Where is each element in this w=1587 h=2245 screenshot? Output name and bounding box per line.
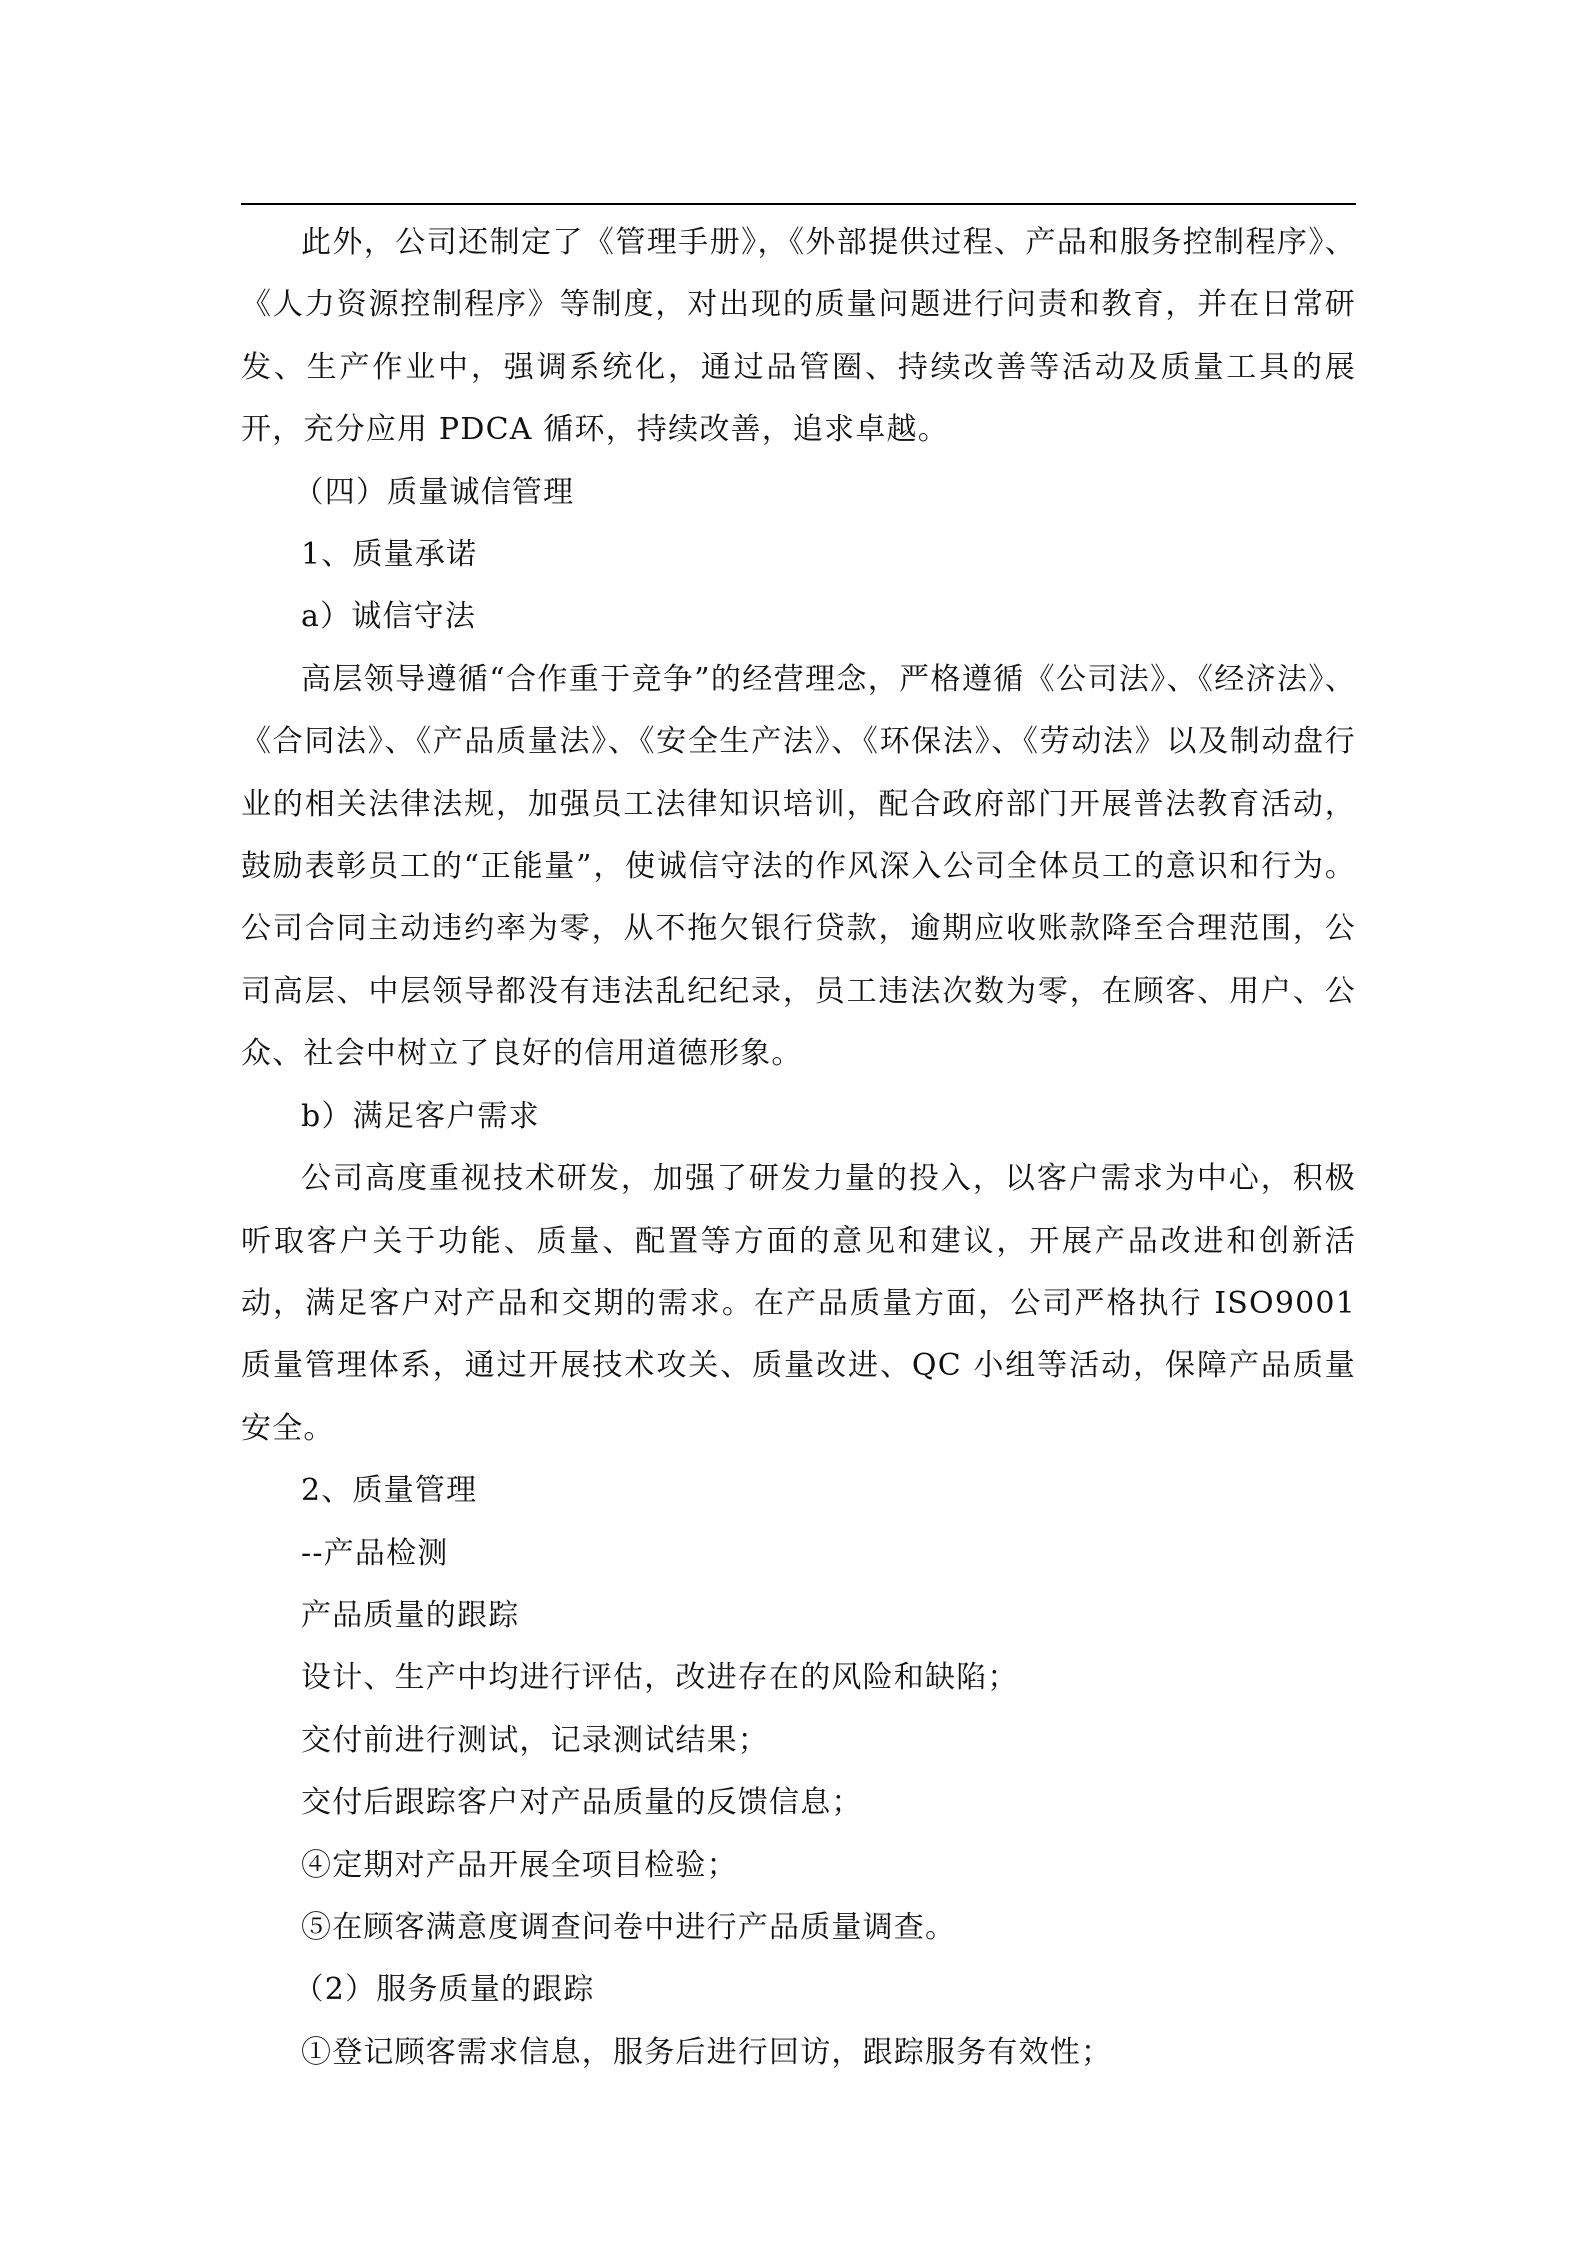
document-body bbox=[241, 212, 1356, 2084]
heading-quality-commitment: 1、质量承诺 bbox=[301, 537, 478, 573]
heading-product-testing: --产品检测 bbox=[301, 1535, 449, 1571]
paragraph-management-documents: 此外，公司还制定了《管理手册》，《外部提供过程、产品和服务控制程序》、《人力资源控制程序》等制度，对出现的质量问题进行问责和教育，并在日常研发、生产作业中，强调系统化，通过品管圈、持续改善等活动及质量工具的展开，充分应用 PDCA 循环，持续改善，追求卓越。 bbox=[241, 225, 1356, 448]
heading-quality-management: 2、质量管理 bbox=[301, 1473, 478, 1509]
list-item: 交付后跟踪客户对产品质量的反馈信息； bbox=[301, 1785, 863, 1821]
section-heading-quality-integrity: （四）质量诚信管理 bbox=[293, 474, 575, 510]
paragraph-integrity-law: 高层领导遵循“合作重于竞争”的经营理念，严格遵循《公司法》、《经济法》、《合同法》、《产品质量法》、《安全生产法》、《环保法》、《劳动法》以及制动盘行业的相关法律法规，加强员工法律知识培训，配合政府部门开展普法教育活动，鼓励表彰员工的“正能量”，使诚信守法的作风深入公司全体员工的意识和行为。公司合同主动违约率为零，从不拖欠银行贷款，逾期应收账款降至合理范围，公司高层、中层领导都没有违法乱纪纪录，员工违法次数为零，在顾客、用户、公众、社会中树立了良好的信用道德形象。 bbox=[241, 661, 1356, 1072]
list-item: ④定期对产品开展全项目检验； bbox=[301, 1847, 738, 1883]
list-item: ①登记顾客需求信息，服务后进行回访，跟踪服务有效性； bbox=[301, 2034, 1113, 2070]
heading-integrity-law: a）诚信守法 bbox=[301, 599, 477, 635]
list-item: ⑤在顾客满意度调查问卷中进行产品质量调查。 bbox=[301, 1909, 957, 1945]
paragraph-customer-needs: 公司高度重视技术研发，加强了研发力量的投入，以客户需求为中心，积极听取客户关于功能、质量、配置等方面的意见和建议，开展产品改进和创新活动，满足客户对产品和交期的需求。在产品质量方面，公司严格执行 ISO9001 质量管理体系，通过开展技术攻关、质量改进、QC 小组等活动，保障产品质量安全。 bbox=[241, 1161, 1356, 1446]
header-rule bbox=[241, 203, 1356, 205]
heading-service-quality-tracking: （2）服务质量的跟踪 bbox=[293, 1972, 595, 2008]
heading-customer-needs: b）满足客户需求 bbox=[301, 1098, 540, 1134]
heading-product-quality-tracking: 产品质量的跟踪 bbox=[301, 1597, 520, 1633]
list-item: 设计、生产中均进行评估，改进存在的风险和缺陷； bbox=[301, 1660, 1019, 1696]
list-item: 交付前进行测试，记录测试结果； bbox=[301, 1722, 769, 1758]
